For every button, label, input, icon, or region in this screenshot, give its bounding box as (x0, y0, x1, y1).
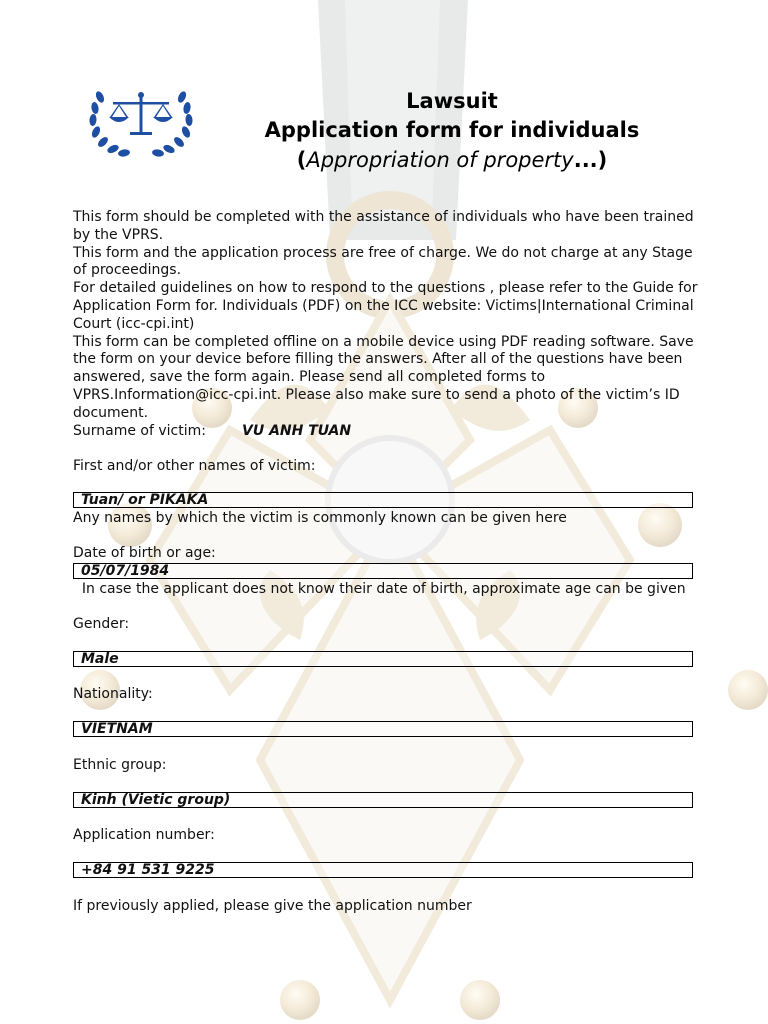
page-title: Lawsuit (406, 89, 498, 113)
intro-text (73, 209, 703, 423)
form-subtitle: Application form for individuals (264, 118, 640, 142)
gender-field[interactable] (73, 651, 693, 667)
intro-paragraph: This form can be completed offline on a mobile device using PDF reading software. Save the form on your device before filling the answers. After all of the questions have been answered, save the form again. Please send all completed forms to VPRS.Information@icc-cpi.int. Please also make sure to send a photo of the victim’s ID document. (73, 333, 694, 421)
ethnic-group-value: Kinh (Vietic group) (81, 792, 231, 808)
first-names-hint: Any names by which the victim is commonly known can be given here (73, 510, 567, 526)
previous-application-label: If previously applied, please give the application number (73, 898, 472, 914)
ethnic-group-field[interactable] (73, 792, 693, 808)
dob-label: Date of birth or age: (73, 545, 216, 561)
icc-laurel-scales-icon (88, 83, 194, 159)
application-number-value: +84 91 531 9225 (81, 862, 215, 878)
gender-value: Male (81, 651, 119, 667)
surname-value[interactable]: VU ANH TUAN (242, 423, 352, 439)
dob-field[interactable] (73, 563, 693, 579)
form-category-text: Appropriation of property (306, 148, 574, 172)
intro-paragraph: This form should be completed with the assistance of individuals who have been trained by the VPRS. (73, 209, 694, 243)
open-paren: ( (296, 148, 307, 172)
nationality-field[interactable] (73, 721, 693, 737)
nationality-label: Nationality: (73, 686, 153, 702)
application-number-field[interactable] (73, 862, 693, 878)
nationality-value: VIETNAM (81, 721, 153, 737)
first-names-value: Tuan/ or PIKAKA (81, 492, 209, 508)
application-number-label: Application number: (73, 827, 215, 843)
intro-paragraph: This form and the application process are free of charge. We do not charge at any Stage of proceedings. (73, 244, 693, 279)
close-paren: ...) (573, 148, 608, 172)
first-names-field[interactable] (73, 492, 693, 508)
dob-value: 05/07/1984 (81, 563, 170, 579)
gender-label: Gender: (73, 616, 130, 632)
first-names-label: First and/or other names of victim: (73, 458, 316, 474)
dob-hint: In case the applicant does not know their date of birth, approximate age can be given (73, 581, 686, 597)
surname-label: Surname of victim: (73, 423, 206, 439)
form-category (232, 148, 672, 172)
intro-paragraph: For detailed guidelines on how to respond to the questions , please refer to the Guide for Application Form for. Individuals (PDF) on the ICC website: Victims|International Criminal Court (icc-cpi.int) (73, 280, 698, 332)
ethnic-group-label: Ethnic group: (73, 757, 167, 773)
